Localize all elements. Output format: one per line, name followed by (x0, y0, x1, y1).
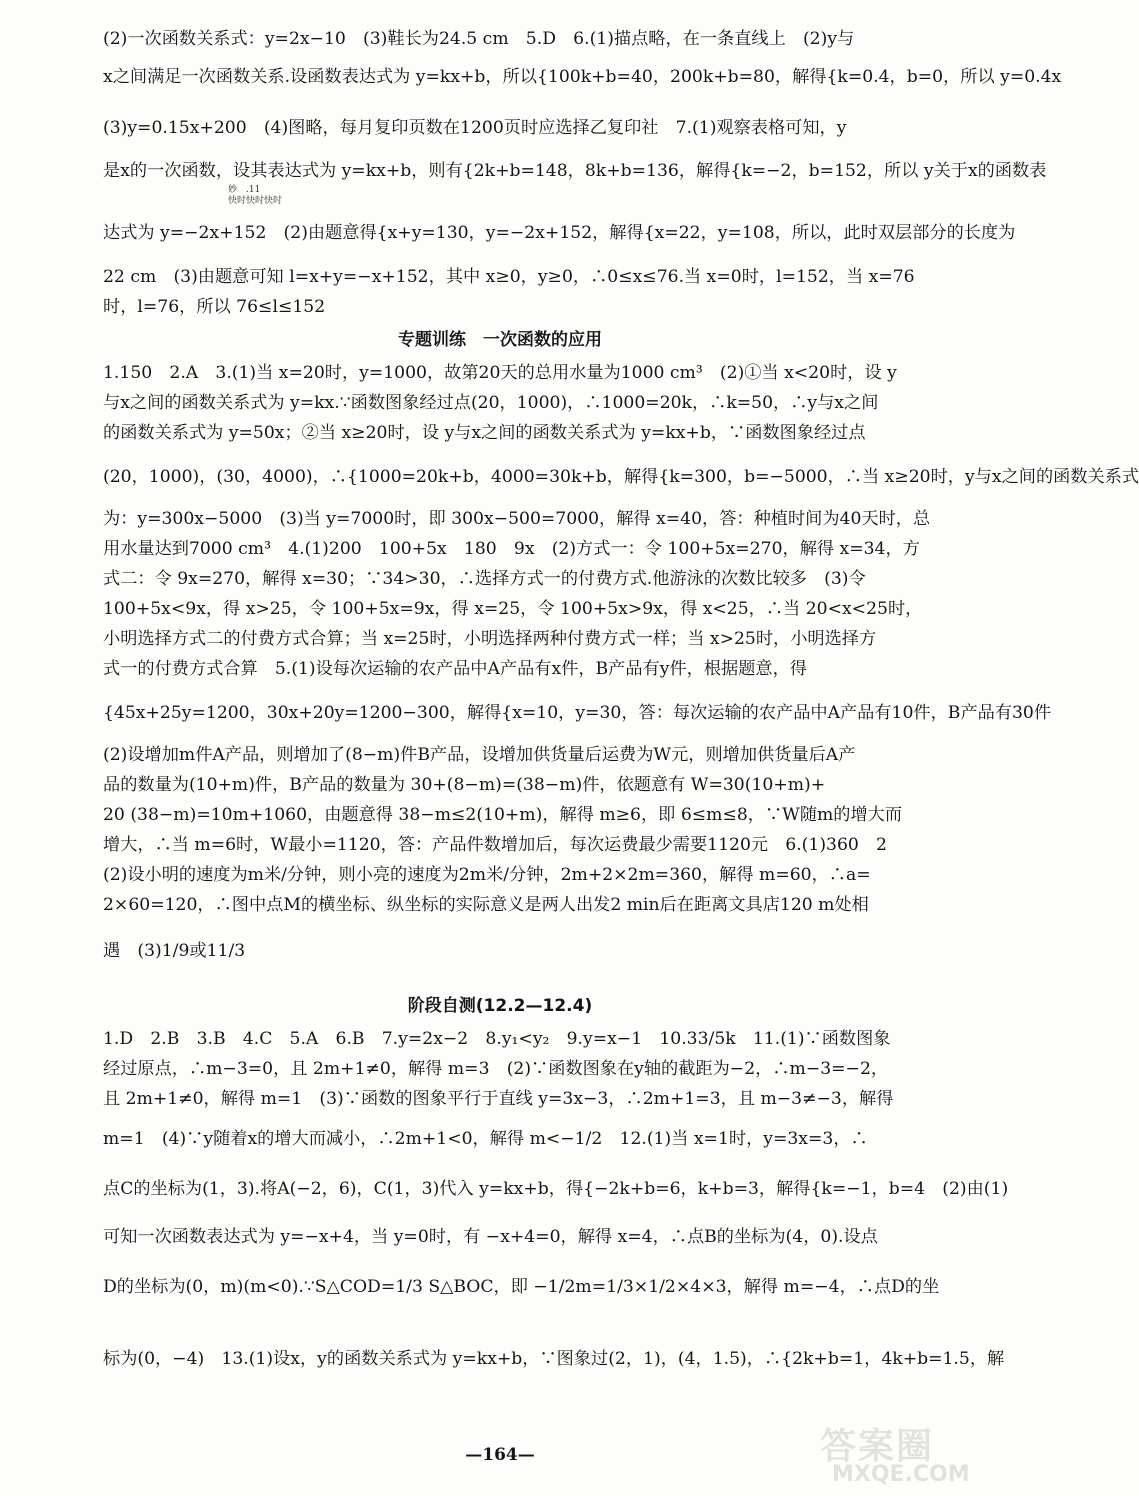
section-heading: 专题训练 一次函数的应用 (398, 330, 602, 350)
scribble-line-2: 快时快时快时 (228, 196, 283, 206)
answer-line: (20，1000)，(30，4000)，∴{1000=20k+b，4000=30k+b，解得{k=300，b=−5000，∴当 x≥20时，y与x之间的函数关系式 (103, 467, 1139, 487)
answer-line: 遇 (3)1/9或11/3 (103, 941, 246, 961)
answer-line: D的坐标为(0，m)(m<0).∵S△COD=1/3 S△BOC，即 −1/2m=1/3×1/2×4×3，解得 m=−4，∴点D的坐 (103, 1277, 940, 1297)
answer-line: 时，l=76，所以 76≤l≤152 (103, 297, 326, 317)
answer-line: 的函数关系式为 y=50x；②当 x≥20时，设 y与x之间的函数关系式为 y=kx+b，∵函数图象经过点 (103, 423, 866, 443)
answer-line: 1.150 2.A 3.(1)当 x=20时，y=1000，故第20天的总用水量为1000 cm³ (2)①当 x<20时，设 y (103, 363, 897, 383)
answer-line: 为：y=300x−5000 (3)当 y=7000时，即 300x−500=7000，解得 x=40，答：种植时间为40天时，总 (103, 509, 931, 529)
answer-line: 用水量达到7000 cm³ 4.(1)200 100+5x 180 9x (2)方式一：令 100+5x=270，解得 x=34，方 (103, 539, 920, 559)
watermark-brand: 答案圈 (820, 1426, 935, 1467)
watermark-logo (810, 1418, 990, 1492)
answer-line: 式二：令 9x=270，解得 x=30；∵34>30，∴选择方式一的付费方式.他游泳的次数比较多 (3)令 (103, 569, 866, 589)
answer-line: 经过原点，∴m−3=0，且 2m+1≠0，解得 m=3 (2)∵函数图象在y轴的截距为−2，∴m−3=−2， (103, 1059, 889, 1079)
answer-line: 小明选择方式二的付费方式合算；当 x=25时，小明选择两种付费方式一样；当 x>25时，小明选择方 (103, 629, 877, 649)
answer-line: 式一的付费方式合算 5.(1)设每次运输的农产品中A产品有x件，B产品有y件，根据题意，得 (103, 659, 807, 679)
answer-line: (3)y=0.15x+200 (4)图略，每月复印页数在1200页时应选择乙复印社 7.(1)观察表格可知，y (103, 118, 847, 138)
answer-line: 20 (38−m)=10m+1060，由题意得 38−m≤2(10+m)，解得 m≥6，即 6≤m≤8，∵W随m的增大而 (103, 805, 903, 825)
answer-line: 22 cm (3)由题意可知 l=x+y=−x+152，其中 x≥0，y≥0，∴0≤x≤76.当 x=0时，l=152，当 x=76 (103, 267, 915, 287)
answer-line: 达式为 y=−2x+152 (2)由题意得{x+y=130，y=−2x+152，解得{x=22，y=108，所以，此时双层部分的长度为 (103, 223, 1016, 243)
answer-line: 且 2m+1≠0，解得 m=1 (3)∵函数的图象平行于直线 y=3x−3，∴2m+1=3，且 m−3≠−3，解得 (103, 1089, 894, 1109)
answer-line: (2)一次函数关系式：y=2x−10 (3)鞋长为24.5 cm 5.D 6.(1)描点略，在一条直线上 (2)y与 (103, 29, 855, 49)
answer-line: 100+5x<9x，得 x>25，令 100+5x=9x，得 x=25，令 100+5x>9x，得 x<25，∴当 20<x<25时， (103, 599, 923, 619)
answer-line: m=1 (4)∵y随着x的增大而减小，∴2m+1<0，解得 m<−1/2 12.(1)当 x=1时，y=3x=3，∴ (103, 1129, 868, 1149)
answer-line: 可知一次函数表达式为 y=−x+4，当 y=0时，有 −x+4=0，解得 x=4，∴点B的坐标为(4，0).设点 (103, 1227, 878, 1247)
answer-line: (2)设增加m件A产品，则增加了(8−m)件B产品，设增加供货量后运费为W元，则增加供货量后A产 (103, 745, 856, 765)
answer-line: 增大，∴当 m=6时，W最小=1120，答：产品件数增加后，每次运费最少需要1120元 6.(1)360 2 (103, 835, 887, 855)
answer-line: 是x的一次函数，设其表达式为 y=kx+b，则有{2k+b=148，8k+b=136，解得{k=−2，b=152，所以 y关于x的函数表 (103, 161, 1047, 181)
answer-line: {45x+25y=1200，30x+20y=1200−300，解得{x=10，y=30，答：每次运输的农产品中A产品有10件，B产品有30件 (103, 703, 1052, 723)
answer-line: x之间满足一次函数关系.设函数表达式为 y=kx+b，所以{100k+b=40，200k+b=80，解得{k=0.4，b=0，所以 y=0.4x (103, 67, 1062, 87)
answer-line: 1.D 2.B 3.B 4.C 5.A 6.B 7.y=2x−2 8.y₁<y₂ 9.y=x−1 10.33/5k 11.(1)∵函数图象 (103, 1029, 891, 1049)
answer-line: 品的数量为(10+m)件，B产品的数量为 30+(8−m)=(38−m)件，依题意有 W=30(10+m)+ (103, 775, 826, 795)
section-heading: 阶段自测(12.2—12.4) (407, 996, 593, 1016)
scribble-line-1: 妙 .11 (228, 185, 261, 195)
answer-line: 点C的坐标为(1，3).将A(−2，6)，C(1，3)代入 y=kx+b，得{−2k+b=6，k+b=3，解得{k=−1，b=4 (2)由(1) (103, 1179, 1009, 1199)
handwritten-scribble (228, 185, 318, 215)
answer-line: (2)设小明的速度为m米/分钟，则小亮的速度为2m米/分钟，2m+2×2m=360，解得 m=60，∴a= (103, 865, 871, 885)
answer-line: 标为(0，−4) 13.(1)设x，y的函数关系式为 y=kx+b，∵图象过(2，1)，(4，1.5)，∴{2k+b=1，4k+b=1.5，解 (103, 1349, 1005, 1369)
answer-line: 2×60=120，∴图中点M的横坐标、纵坐标的实际意义是两人出发2 min后在距离文具店120 m处相 (103, 895, 869, 915)
answer-line: 与x之间的函数关系式为 y=kx.∵函数图象经过点(20，1000)，∴1000=20k，∴k=50，∴y与x之间 (103, 393, 879, 413)
page-number: —164— (465, 1445, 535, 1465)
watermark-url: MXQE.COM (832, 1462, 970, 1487)
